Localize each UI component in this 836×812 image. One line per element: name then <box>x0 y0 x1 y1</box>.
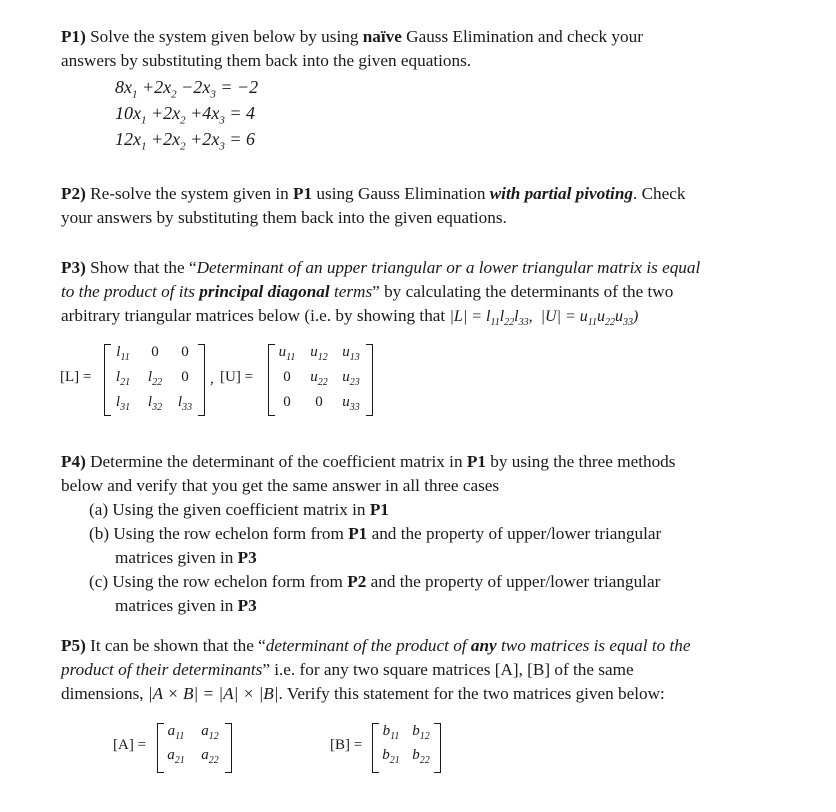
p2-ref: P1 <box>293 184 313 203</box>
p2-line2: your answers by substituting them back into the given equations. <box>61 208 507 227</box>
p1-equation-3: $12x_1 +2x_2 +2x_3 = 6$ <box>115 129 255 153</box>
p3-quote2b: principal diagonal <box>199 282 330 301</box>
p2-text-b: using Gauss Elimination <box>316 184 486 203</box>
p4-item-c <box>89 570 660 594</box>
p1-paragraph <box>61 25 781 73</box>
p4-b-line2: matrices given in <box>115 548 234 567</box>
matrix-A-right-bracket <box>225 723 232 773</box>
p4-c-ref: P2 <box>347 572 367 591</box>
p4-a-ref: P1 <box>369 500 389 519</box>
p5-quote3: product of their determinants <box>61 660 263 679</box>
p4-b-ref2: P3 <box>237 548 257 567</box>
p3-text-a: Show that the “ <box>90 258 197 277</box>
eq2-coef2: +2 <box>151 103 173 123</box>
p5-text-a: It can be shown that the “ <box>90 636 266 655</box>
p2-paragraph <box>61 182 781 230</box>
matrix-U-label: [U] = <box>220 369 254 385</box>
p2-emph: with partial pivoting <box>489 184 633 203</box>
p1-equation-2: $10x_1 +2x_2 +4x_3 = 4$ <box>115 103 255 127</box>
p1-equation-1: $8x_1 +2x_2 -2x_3 = -2$ <box>115 77 259 101</box>
matrix-L-label: [L] = <box>60 369 92 385</box>
p4-c-text: (c) Using the row echelon form from <box>89 572 343 591</box>
p1-naive: naïve <box>362 27 402 46</box>
p3-quote2c: terms <box>333 282 373 301</box>
p4-text-b: by using the three methods <box>490 452 676 471</box>
p5-any: any <box>470 636 497 655</box>
p4-c-line2: matrices given in <box>115 596 234 615</box>
matrix-L: [L] = $l_{11}$ 0 0 $l_{21}$ $l_{22}$ 0 $l_{31}$ $l_{32}$ $l_{33}$ , <box>60 342 260 420</box>
p4-b-tail: and the property of upper/lower triangular <box>371 524 662 543</box>
p3-line3: arbitrary triangular matrices below (i.e. by showing that <box>61 306 446 325</box>
p4-ref: P1 <box>466 452 486 471</box>
p5-quote2: two matrices is equal to the <box>500 636 691 655</box>
p5-label: P5) <box>61 636 86 655</box>
p3-quote2a: to the product of its <box>61 282 195 301</box>
p5-det-formula: |A × B| = |A| × |B| <box>147 684 279 703</box>
p3-text-b: ” by calculating the determinants of the two <box>372 282 674 301</box>
matrix-U: [U] = $u_{11}$ $u_{12}$ $u_{13}$ 0 $u_{22}$ $u_{23}$ 0 0 $u_{33}$ <box>220 342 390 420</box>
eq1-coef3: −2 <box>181 77 203 97</box>
p4-item-a <box>89 498 389 522</box>
p4-line2: below and verify that you get the same answer in all three cases <box>61 476 500 495</box>
matrix-B: [B] = $b_{11}$ $b_{12}$ $b_{21}$ $b_{22}$ <box>330 721 460 777</box>
p1-label: P1) <box>61 27 86 46</box>
p4-a-text: (a) Using the given coefficient matrix in <box>89 500 366 519</box>
p4-b-text: (b) Using the row echelon form from <box>89 524 344 543</box>
eq2-coef1: 10 <box>115 103 133 123</box>
p3-det-formula: $|L| = l_{11}l_{22}l_{33}$, $|U| = u_{11}u_{22}u_{33}$) <box>449 308 639 329</box>
eq3-rhs: = 6 <box>229 129 255 149</box>
p4-b-ref: P1 <box>348 524 368 543</box>
p5-paragraph <box>61 634 781 706</box>
p5-line3a: dimensions, <box>61 684 144 703</box>
matrix-B-right-bracket <box>434 723 441 773</box>
eq3-coef3: +2 <box>190 129 212 149</box>
p1-line2: answers by substituting them back into the given equations. <box>61 51 472 70</box>
p5-quote1: determinant of the product of <box>265 636 467 655</box>
p4-paragraph <box>61 450 781 498</box>
p3-paragraph <box>61 256 781 335</box>
matrix-B-label: [B] = <box>330 737 363 753</box>
eq1-coef1: 8 <box>115 77 124 97</box>
p4-label: P4) <box>61 452 86 471</box>
eq2-coef3: +4 <box>190 103 212 123</box>
matrix-U-right-bracket <box>366 344 373 416</box>
matrix-A: [A] = $a_{11}$ $a_{12}$ $a_{21}$ $a_{22}$ <box>113 721 243 777</box>
matrix-A-label: [A] = <box>113 737 147 753</box>
p2-text-a: Re-solve the system given in <box>90 184 289 203</box>
p2-label: P2) <box>61 184 86 203</box>
matrix-L-right-bracket <box>198 344 205 416</box>
eq3-coef2: +2 <box>151 129 173 149</box>
eq3-coef1: 12 <box>115 129 133 149</box>
p5-line3b: . Verify this statement for the two matrices given below: <box>278 684 665 703</box>
p4-item-b <box>89 522 661 546</box>
p4-c-tail: and the property of upper/lower triangular <box>370 572 661 591</box>
p1-text-a: Solve the system given below by using <box>90 27 359 46</box>
p3-label: P3) <box>61 258 86 277</box>
p4-text-a: Determine the determinant of the coefficient matrix in <box>90 452 463 471</box>
eq2-rhs: = 4 <box>229 103 255 123</box>
p4-item-b-line2 <box>115 546 257 570</box>
matrix-separator-comma: , <box>210 371 214 387</box>
p5-text-b: ” i.e. for any two square matrices [A], [B] of the same <box>262 660 634 679</box>
eq1-rhs: = −2 <box>220 77 259 97</box>
p3-quote1: Determinant of an upper triangular or a lower triangular matrix is equal <box>196 258 701 277</box>
p4-item-c-line2 <box>115 594 257 618</box>
p1-text-b: Gauss Elimination and check your <box>406 27 643 46</box>
p4-c-ref2: P3 <box>237 596 257 615</box>
p2-text-c: . Check <box>632 184 686 203</box>
eq1-coef2: +2 <box>142 77 164 97</box>
